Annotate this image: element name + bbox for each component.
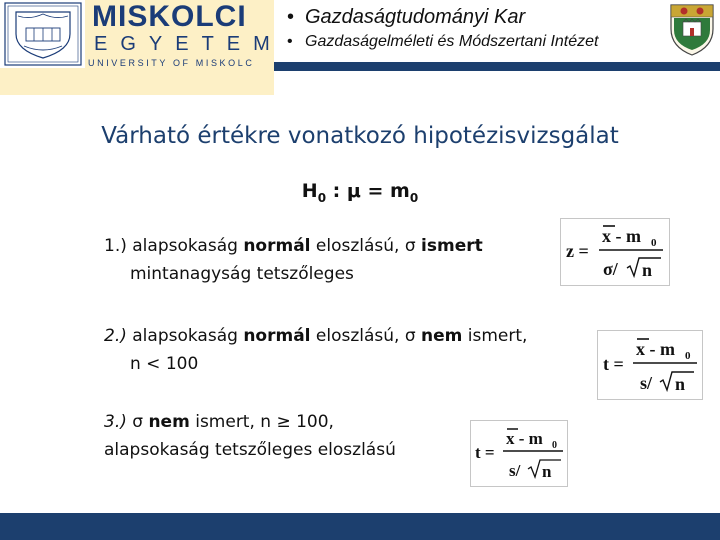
t-formula-numerator-subscript: 0 bbox=[552, 440, 557, 451]
case-3-text: ismert, n ≥ 100, bbox=[189, 412, 334, 432]
header-rule bbox=[274, 62, 720, 71]
university-wordmark-line3: UNIVERSITY OF MISKOLC bbox=[88, 58, 255, 68]
z-formula-lhs: z = bbox=[566, 241, 589, 261]
faculty-name: Gazdaságtudományi Kar bbox=[305, 6, 526, 28]
t-formula-numerator: x - m bbox=[506, 429, 543, 448]
t-formula-numerator: x - m bbox=[636, 339, 675, 359]
slide-title: Várható értékre vonatkozó hipotézisvizsgálat bbox=[101, 123, 619, 149]
case-2-text: ismert, bbox=[462, 326, 528, 346]
hypothesis-m-subscript: 0 bbox=[409, 190, 419, 205]
z-formula-denominator: σ/ bbox=[603, 259, 618, 279]
case-1-line-1 bbox=[104, 232, 483, 260]
bullet-marker: • bbox=[287, 6, 295, 28]
case-2-text: eloszlású, σ bbox=[310, 326, 422, 346]
case-1-number: 1.) bbox=[104, 236, 127, 256]
case-3-text: σ bbox=[126, 412, 149, 432]
case-1-text: eloszlású, σ bbox=[310, 236, 422, 256]
case-1-emphasis-normal: normál bbox=[243, 236, 311, 256]
t-formula-numerator-subscript: 0 bbox=[685, 350, 691, 362]
t-formula-graphic bbox=[471, 421, 567, 486]
case-2-line-1 bbox=[104, 322, 527, 350]
z-formula-numerator-subscript: 0 bbox=[651, 237, 657, 249]
crest-box bbox=[0, 0, 85, 68]
university-wordmark-line2: EGYETEM bbox=[94, 33, 283, 55]
case-3-emphasis-not: nem bbox=[148, 412, 190, 432]
hypothesis-h-subscript: 0 bbox=[317, 190, 327, 205]
case-2-line-2: n < 100 bbox=[130, 354, 199, 374]
case-1-text: alapsokaság bbox=[126, 236, 244, 256]
t-statistic-formula-small-sample bbox=[597, 330, 703, 400]
institute-heading bbox=[287, 33, 598, 51]
case-3-number: 3.) bbox=[104, 412, 127, 432]
university-logo-panel bbox=[0, 0, 283, 95]
t-formula-sample-size: n bbox=[542, 462, 552, 481]
t-formula-graphic bbox=[598, 331, 702, 399]
case-2 bbox=[104, 322, 527, 378]
t-formula-denominator: s/ bbox=[509, 461, 521, 480]
z-formula-sample-size: n bbox=[642, 260, 653, 280]
case-2-emphasis-not: nem bbox=[421, 326, 463, 346]
z-formula-numerator: x - m bbox=[602, 226, 641, 246]
crest-icon bbox=[4, 2, 82, 66]
institute-name: Gazdaságelméleti és Módszertani Intézet bbox=[305, 33, 599, 50]
case-2-emphasis-normal: normál bbox=[243, 326, 311, 346]
footer-bar bbox=[0, 513, 720, 540]
case-2-text: alapsokaság bbox=[126, 326, 244, 346]
case-3-line-1 bbox=[104, 408, 396, 436]
case-2-number: 2.) bbox=[104, 326, 127, 346]
coat-of-arms-icon bbox=[668, 2, 716, 58]
case-3 bbox=[104, 408, 396, 464]
z-statistic-formula bbox=[560, 218, 670, 286]
hypothesis-body: : μ = m bbox=[326, 180, 410, 202]
t-formula-lhs: t = bbox=[603, 354, 624, 374]
t-formula-sample-size: n bbox=[675, 374, 686, 394]
case-1 bbox=[104, 232, 483, 288]
case-3-line-2: alapsokaság tetszőleges eloszlású bbox=[104, 440, 396, 460]
z-formula-graphic bbox=[561, 219, 669, 285]
case-1-line-2: mintanagyság tetszőleges bbox=[130, 264, 354, 284]
case-1-emphasis-known: ismert bbox=[421, 236, 483, 256]
t-statistic-formula-large-sample bbox=[470, 420, 568, 487]
null-hypothesis bbox=[0, 180, 720, 205]
hypothesis-h: H bbox=[301, 180, 318, 202]
bullet-marker: • bbox=[287, 33, 293, 50]
t-formula-denominator: s/ bbox=[640, 373, 653, 393]
t-formula-lhs: t = bbox=[475, 443, 495, 462]
faculty-heading bbox=[287, 6, 525, 29]
university-wordmark-line1: MISKOLCI bbox=[92, 0, 247, 33]
